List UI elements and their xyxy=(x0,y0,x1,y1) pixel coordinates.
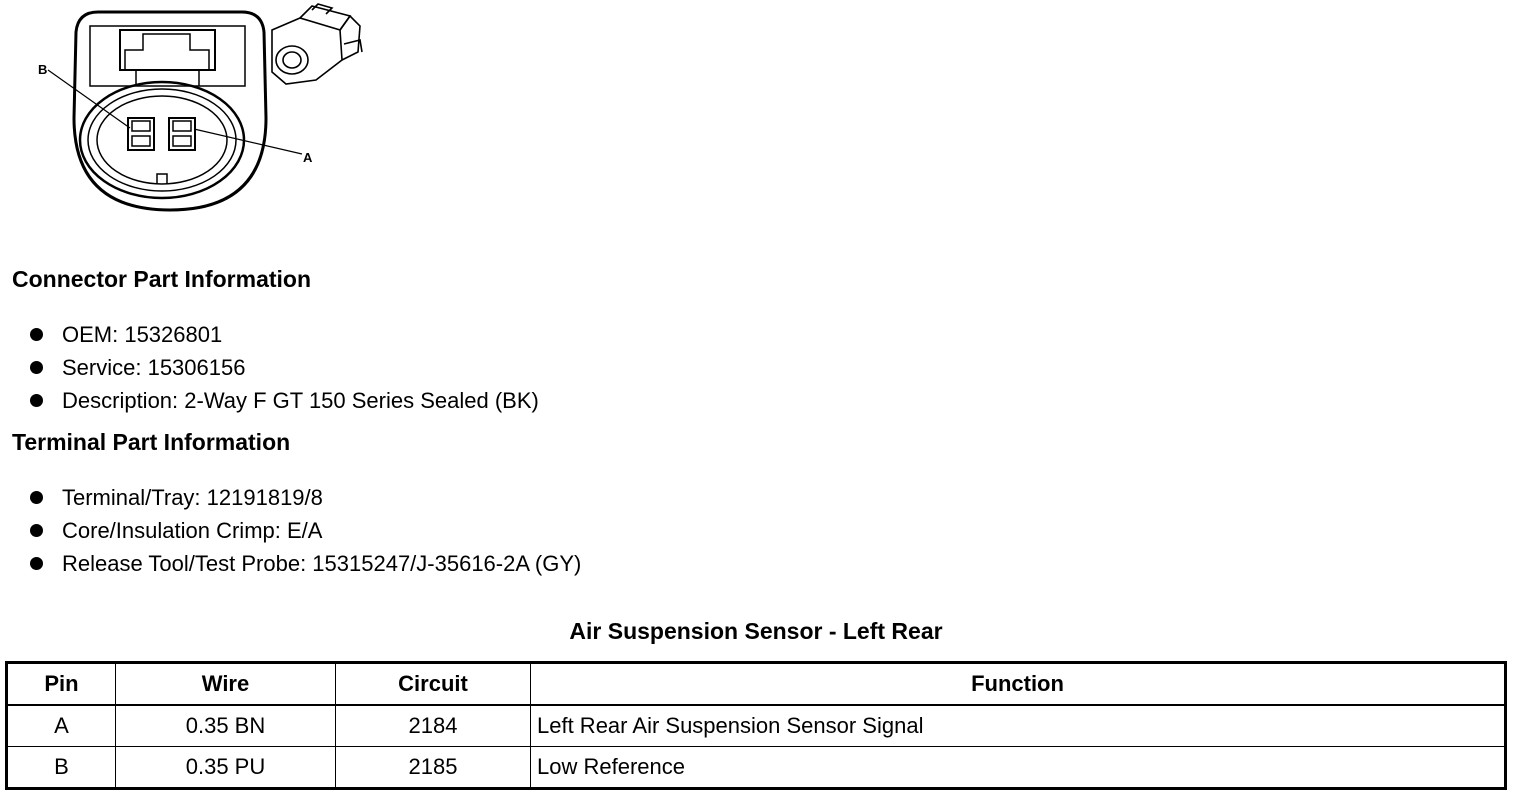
list-item-text: Description: 2-Way F GT 150 Series Sealed (BK) xyxy=(62,388,539,413)
list-item xyxy=(30,384,539,417)
table-title: Air Suspension Sensor - Left Rear xyxy=(569,618,943,644)
cell-circuit: 2185 xyxy=(336,747,531,789)
seal-ring-inner xyxy=(97,96,227,184)
header-function: Function xyxy=(531,663,1506,706)
bullet-icon xyxy=(30,394,43,407)
list-item-text: OEM: 15326801 xyxy=(62,322,223,347)
cell-pin: B xyxy=(7,747,116,789)
pin-label-b: B xyxy=(38,62,48,77)
bullet-icon xyxy=(30,361,43,374)
bullet-icon xyxy=(30,557,43,570)
list-item xyxy=(30,547,581,580)
connector-isometric-icon xyxy=(272,4,362,84)
list-item xyxy=(30,351,539,384)
cell-function: Left Rear Air Suspension Sensor Signal xyxy=(531,705,1506,747)
connector-part-info-list xyxy=(30,318,539,417)
terminal-part-info-heading: Terminal Part Information xyxy=(12,429,291,455)
list-item xyxy=(30,318,539,351)
bullet-icon xyxy=(30,491,43,504)
list-item xyxy=(30,514,581,547)
table-row xyxy=(7,747,1506,789)
seal-ring-middle xyxy=(88,89,236,191)
bullet-icon xyxy=(30,524,43,537)
list-item-text: Service: 15306156 xyxy=(62,355,246,380)
seal-ring-outer xyxy=(80,82,244,198)
connector-face-diagram xyxy=(0,0,380,225)
leader-line-a xyxy=(194,129,302,154)
bullet-icon xyxy=(30,328,43,341)
cell-wire: 0.35 PU xyxy=(116,747,336,789)
table-header-row xyxy=(7,663,1506,706)
list-item xyxy=(30,481,581,514)
terminal-part-info-list xyxy=(30,481,581,580)
connector-part-info-heading: Connector Part Information xyxy=(12,266,312,292)
table-row xyxy=(7,705,1506,747)
cell-circuit: 2184 xyxy=(336,705,531,747)
cell-function: Low Reference xyxy=(531,747,1506,789)
pinout-table xyxy=(5,661,1507,790)
header-pin: Pin xyxy=(7,663,116,706)
pin-label-a: A xyxy=(303,150,313,165)
header-wire: Wire xyxy=(116,663,336,706)
cell-pin: A xyxy=(7,705,116,747)
list-item-text: Terminal/Tray: 12191819/8 xyxy=(62,485,323,510)
list-item-text: Release Tool/Test Probe: 15315247/J-35616-2A (GY) xyxy=(62,551,582,576)
header-circuit: Circuit xyxy=(336,663,531,706)
cell-wire: 0.35 BN xyxy=(116,705,336,747)
list-item-text: Core/Insulation Crimp: E/A xyxy=(62,518,323,543)
cavity-a xyxy=(169,118,195,150)
cavity-b xyxy=(128,118,154,150)
lock-tab-frame xyxy=(90,26,245,86)
